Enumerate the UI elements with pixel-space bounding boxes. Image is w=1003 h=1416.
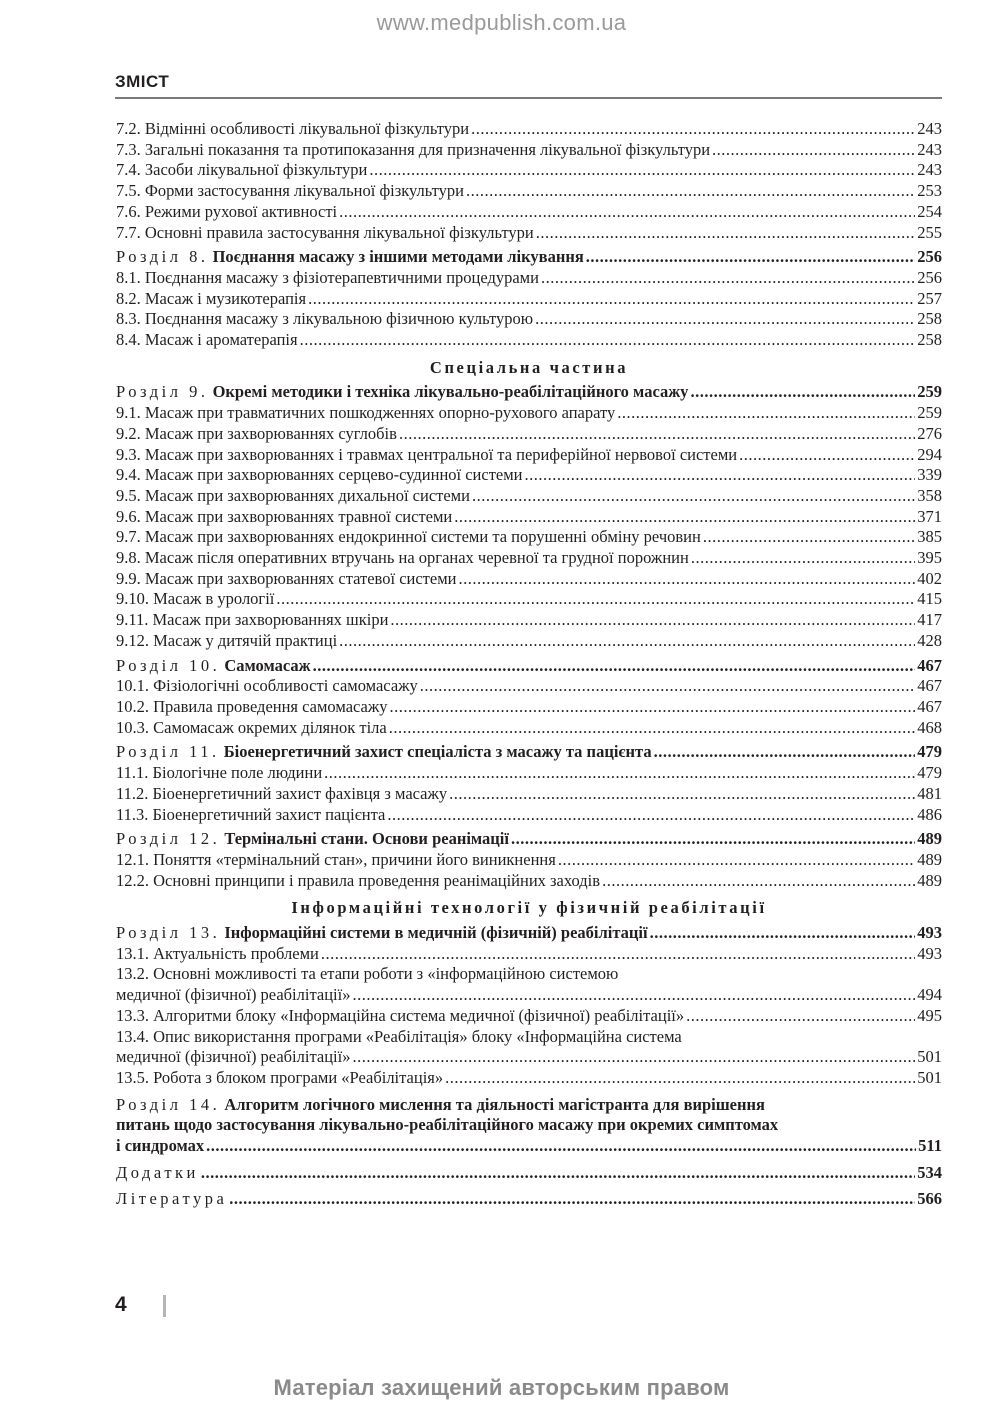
toc-entry-line: 13.2. Основні можливості та етапи роботи з «інформаційною системою	[116, 964, 619, 984]
page-number-bar	[163, 1295, 166, 1317]
toc-entry: 7.2. Відмінні особливості лікувальної фізкультури ..... 243	[116, 119, 942, 140]
chapter-heading-12: Розділ 12. Термінальні стани. Основи реанімації ..... 489	[116, 829, 942, 850]
toc-entry: медичної (фізичної) реабілітації» ..... 501	[116, 1047, 942, 1068]
toc-entry: медичної (фізичної) реабілітації» ..... 494	[116, 985, 942, 1006]
toc-entry: 11.1. Біологічне поле людини ..... 479	[116, 763, 942, 784]
toc-entry: 8.2. Масаж і музикотерапія ..... 257	[116, 289, 942, 310]
chapter-heading-8: Розділ 8. Поєднання масажу з іншими методами лікування ..... 256	[116, 247, 942, 268]
toc-appendix: Додатки ..... 534	[116, 1163, 942, 1184]
toc-entry: 8.4. Масаж і ароматерапія ..... 258	[116, 330, 942, 351]
toc-entry: 9.1. Масаж при травматичних пошкодженнях опорно-рухового апарату ..... 259	[116, 403, 942, 424]
toc-entry: 9.11. Масаж при захворюваннях шкіри ..... 417	[116, 610, 942, 631]
chapter-heading-13: Розділ 13. Інформаційні системи в медичній (фізичній) реабілітації ..... 493	[116, 923, 942, 944]
toc-entry: 7.3. Загальні показання та протипоказання для призначення лікувальної фізкультури ..... 243	[116, 140, 942, 161]
toc-entry: 10.2. Правила проведення самомасажу ..... 467	[116, 697, 942, 718]
toc-entry: 10.3. Самомасаж окремих ділянок тіла ..... 468	[116, 718, 942, 739]
toc-entry: 9.6. Масаж при захворюваннях травної системи ..... 371	[116, 507, 942, 528]
toc-entry: 9.10. Масаж в урології ..... 415	[116, 589, 942, 610]
toc-entry: 9.2. Масаж при захворюваннях суглобів ..... 276	[116, 424, 942, 445]
toc-entry: 9.8. Масаж після оперативних втручань на органах черевної та грудної порожнин ..... 395	[116, 548, 942, 569]
toc-entry: 11.3. Біоенергетичний захист пацієнта ..... 486	[116, 805, 942, 826]
page-number: 4	[115, 1293, 127, 1316]
toc-entry: 13.1. Актуальність проблеми ..... 493	[116, 944, 942, 965]
copyright-watermark: Матеріал захищений авторським правом	[273, 1375, 730, 1400]
site-url-watermark: www.medpublish.com.ua	[376, 10, 627, 35]
chapter-heading-14-line3: і синдромах ..... 511	[116, 1136, 942, 1157]
toc-entry: 11.2. Біоенергетичний захист фахівця з масажу ..... 481	[116, 784, 942, 805]
chapter-heading-14: Розділ 14. Алгоритм логічного мислення та діяльності магістранта для вирішення	[116, 1094, 765, 1114]
part-heading-it: Інформаційні технології у фізичній реабілітації	[291, 898, 767, 918]
toc-entry: 12.1. Поняття «термінальний стан», причини його виникнення ..... 489	[116, 850, 942, 871]
toc-entry: 8.3. Поєднання масажу з лікувальною фізичною культурою ..... 258	[116, 309, 942, 330]
header-rule	[115, 97, 942, 99]
toc-entry-line: 13.4. Опис використання програми «Реабілітація» блоку «Інформаційна система	[116, 1026, 682, 1046]
section-title: ЗМІСТ	[115, 72, 170, 91]
toc-entry: 9.7. Масаж при захворюваннях ендокринної системи та порушенні обміну речовин ..... 385	[116, 527, 942, 548]
chapter-heading-11: Розділ 11. Біоенергетичний захист спеціаліста з масажу та пацієнта ..... 479	[116, 742, 942, 763]
chapter-heading-14-line2: питань щодо застосування лікувально-реабілітаційного масажу при окремих симптомах	[116, 1115, 779, 1135]
toc-entry: 7.7. Основні правила застосування лікувальної фізкультури ..... 255	[116, 223, 942, 244]
toc-entry: 9.5. Масаж при захворюваннях дихальної системи ..... 358	[116, 486, 942, 507]
toc-entry: 8.1. Поєднання масажу з фізіотерапевтичними процедурами ..... 256	[116, 268, 942, 289]
toc-entry: 9.12. Масаж у дитячій практиці ..... 428	[116, 631, 942, 652]
toc-literature: Література ..... 566	[116, 1189, 942, 1210]
chapter-heading-9: Розділ 9. Окремі методики і техніка лікувально-реабілітаційного масажу ..... 259	[116, 382, 942, 403]
toc-entry: 9.9. Масаж при захворюваннях статевої системи ..... 402	[116, 569, 942, 590]
part-heading-special: Спеціальна частина	[429, 357, 629, 377]
toc-entry: 7.5. Форми застосування лікувальної фізкультури ..... 253	[116, 181, 942, 202]
toc-entry: 13.3. Алгоритми блоку «Інформаційна система медичної (фізичної) реабілітації» ..... 495	[116, 1006, 942, 1027]
toc-entry: 7.4. Засоби лікувальної фізкультури ..... 243	[116, 160, 942, 181]
toc-entry: 9.4. Масаж при захворюваннях серцево-судинної системи ..... 339	[116, 465, 942, 486]
table-of-contents	[116, 119, 942, 1210]
toc-entry: 9.3. Масаж при захворюваннях і травмах центральної та периферійної нервової системи ..... 294	[116, 445, 942, 466]
toc-entry: 7.6. Режими рухової активності ..... 254	[116, 202, 942, 223]
toc-entry: 12.2. Основні принципи і правила проведення реанімаційних заходів ..... 489	[116, 871, 942, 892]
toc-entry: 13.5. Робота з блоком програми «Реабілітація» ..... 501	[116, 1068, 942, 1089]
toc-entry: 10.1. Фізіологічні особливості самомасажу ..... 467	[116, 676, 942, 697]
chapter-heading-10: Розділ 10. Самомасаж ..... 467	[116, 656, 942, 677]
